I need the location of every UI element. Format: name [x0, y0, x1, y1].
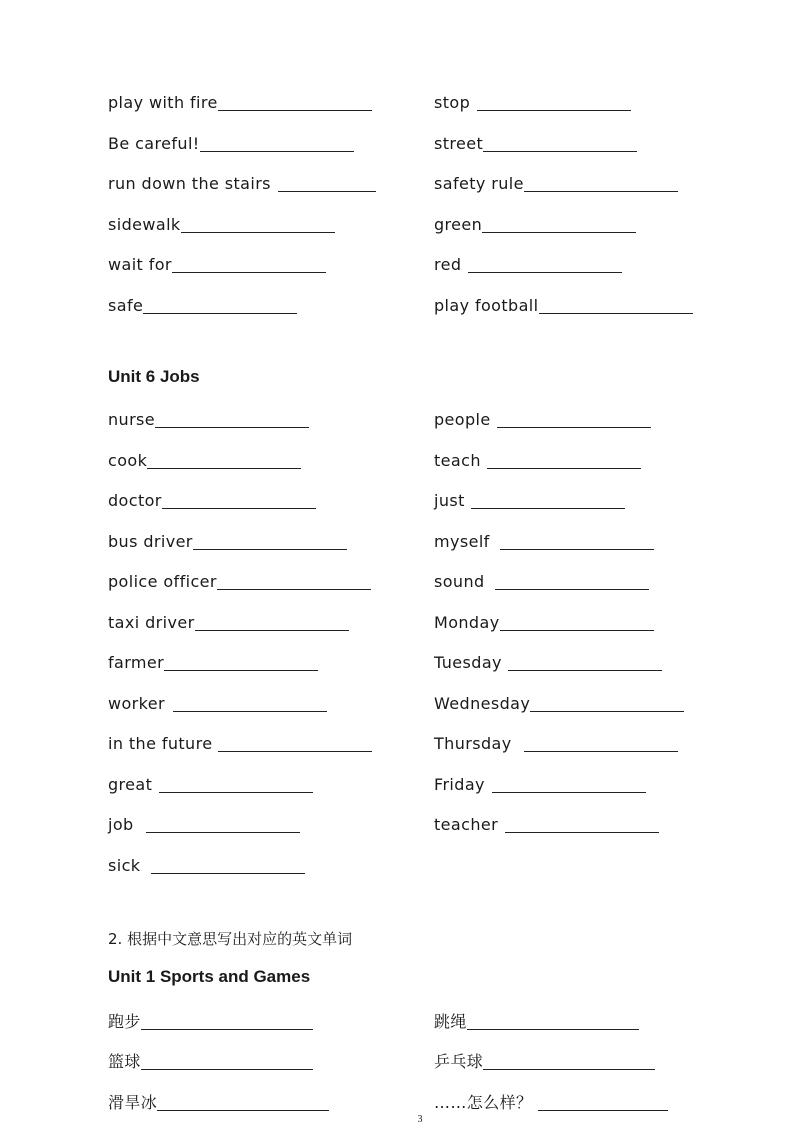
word-label: teach	[434, 451, 481, 470]
word-label: sidewalk	[108, 215, 181, 234]
word-entry	[434, 1048, 655, 1072]
answer-blank[interactable]	[173, 711, 327, 712]
word-label: worker	[108, 694, 165, 713]
unit6-title: Unit 6 Jobs	[108, 367, 200, 386]
word-entry	[108, 730, 372, 754]
word-entry	[434, 211, 636, 235]
word-label: play football	[434, 296, 539, 315]
page-number: 3	[417, 1114, 423, 1125]
word-entry	[108, 771, 313, 795]
answer-blank[interactable]	[146, 832, 300, 833]
word-entry	[434, 528, 654, 552]
answer-blank[interactable]	[278, 191, 376, 192]
word-entry	[434, 170, 678, 194]
word-label: in the future	[108, 734, 213, 753]
word-label: Monday	[434, 613, 500, 632]
word-entry	[108, 690, 327, 714]
answer-blank[interactable]	[497, 427, 651, 428]
word-entry	[434, 690, 684, 714]
word-entry	[108, 609, 349, 633]
word-label: farmer	[108, 653, 165, 672]
answer-blank[interactable]	[200, 151, 354, 152]
unit1-title: Unit 1 Sports and Games	[108, 967, 311, 986]
word-entry	[434, 1089, 668, 1113]
answer-blank[interactable]	[483, 1069, 655, 1070]
word-entry	[108, 170, 376, 194]
word-label: job	[108, 815, 134, 834]
word-label: Be careful!	[108, 134, 200, 153]
word-label: 跑步	[108, 1012, 141, 1031]
answer-blank[interactable]	[482, 232, 636, 233]
word-entry	[108, 251, 326, 275]
word-entry	[108, 528, 347, 552]
answer-blank[interactable]	[539, 313, 693, 314]
word-entry	[434, 292, 693, 316]
word-entry	[108, 130, 354, 154]
answer-blank[interactable]	[141, 1029, 313, 1030]
answer-blank[interactable]	[495, 589, 649, 590]
word-label: Thursday	[434, 734, 512, 753]
answer-blank[interactable]	[172, 272, 326, 273]
word-entry	[108, 1008, 313, 1032]
answer-blank[interactable]	[467, 1029, 639, 1030]
word-label: 乒乓球	[434, 1052, 484, 1071]
word-label: myself	[434, 532, 490, 551]
word-entry	[108, 487, 316, 511]
word-entry	[108, 1089, 329, 1113]
word-entry	[108, 568, 371, 592]
word-label: safe	[108, 296, 144, 315]
word-entry	[434, 447, 641, 471]
word-label: Wednesday	[434, 694, 531, 713]
word-label: green	[434, 215, 483, 234]
answer-blank[interactable]	[193, 549, 347, 550]
word-entry	[434, 771, 646, 795]
word-entry	[434, 130, 637, 154]
word-label: play with fire	[108, 93, 218, 112]
word-label: police officer	[108, 572, 217, 591]
word-entry	[434, 487, 625, 511]
word-label: wait for	[108, 255, 172, 274]
word-label: 滑旱冰	[108, 1093, 158, 1112]
word-entry	[434, 568, 649, 592]
word-entry	[434, 251, 622, 275]
word-label: ……怎么样？	[434, 1093, 533, 1112]
word-entry	[108, 811, 300, 835]
answer-blank[interactable]	[147, 468, 301, 469]
word-label: nurse	[108, 410, 156, 429]
word-label: cook	[108, 451, 148, 470]
answer-blank[interactable]	[508, 670, 662, 671]
word-label: bus driver	[108, 532, 193, 551]
word-label: 篮球	[108, 1052, 141, 1071]
word-entry	[108, 649, 318, 673]
word-label: run down the stairs	[108, 174, 271, 193]
answer-blank[interactable]	[143, 313, 297, 314]
word-label: sound	[434, 572, 485, 591]
word-entry	[434, 649, 662, 673]
answer-blank[interactable]	[195, 630, 349, 631]
answer-blank[interactable]	[524, 751, 678, 752]
answer-blank[interactable]	[159, 792, 313, 793]
answer-blank[interactable]	[530, 711, 684, 712]
word-label: red	[434, 255, 462, 274]
answer-blank[interactable]	[483, 151, 637, 152]
answer-blank[interactable]	[218, 110, 372, 111]
answer-blank[interactable]	[500, 630, 654, 631]
word-label: 跳绳	[434, 1012, 467, 1031]
word-entry	[434, 811, 659, 835]
word-entry	[434, 609, 654, 633]
part2-instruction: 2. 根据中文意思写出对应的英文单词	[108, 930, 353, 948]
word-label: Friday	[434, 775, 485, 794]
word-entry	[434, 730, 678, 754]
answer-blank[interactable]	[162, 508, 316, 509]
word-label: safety rule	[434, 174, 524, 193]
word-label: great	[108, 775, 153, 794]
word-entry	[108, 89, 372, 113]
word-label: people	[434, 410, 491, 429]
word-entry	[108, 211, 335, 235]
word-label: teacher	[434, 815, 499, 834]
answer-blank[interactable]	[157, 1110, 329, 1111]
answer-blank[interactable]	[218, 751, 372, 752]
word-entry	[108, 406, 309, 430]
answer-blank[interactable]	[164, 670, 318, 671]
word-entry	[434, 406, 651, 430]
answer-blank[interactable]	[505, 832, 659, 833]
word-label: Tuesday	[434, 653, 502, 672]
answer-blank[interactable]	[524, 191, 678, 192]
word-label: doctor	[108, 491, 162, 510]
word-entry	[434, 1008, 639, 1032]
answer-blank[interactable]	[487, 468, 641, 469]
word-entry	[108, 1048, 313, 1072]
answer-blank[interactable]	[155, 427, 309, 428]
answer-blank[interactable]	[471, 508, 625, 509]
answer-blank[interactable]	[538, 1110, 668, 1111]
answer-blank[interactable]	[492, 792, 646, 793]
word-label: taxi driver	[108, 613, 195, 632]
word-label: sick	[108, 856, 141, 875]
answer-blank[interactable]	[181, 232, 335, 233]
word-entry	[434, 89, 631, 113]
word-label: stop	[434, 93, 471, 112]
answer-blank[interactable]	[500, 549, 654, 550]
answer-blank[interactable]	[477, 110, 631, 111]
word-label: street	[434, 134, 484, 153]
answer-blank[interactable]	[141, 1069, 313, 1070]
answer-blank[interactable]	[151, 873, 305, 874]
word-entry	[108, 852, 305, 876]
word-entry	[108, 447, 301, 471]
answer-blank[interactable]	[217, 589, 371, 590]
answer-blank[interactable]	[468, 272, 622, 273]
word-entry	[108, 292, 297, 316]
word-label: just	[434, 491, 465, 510]
